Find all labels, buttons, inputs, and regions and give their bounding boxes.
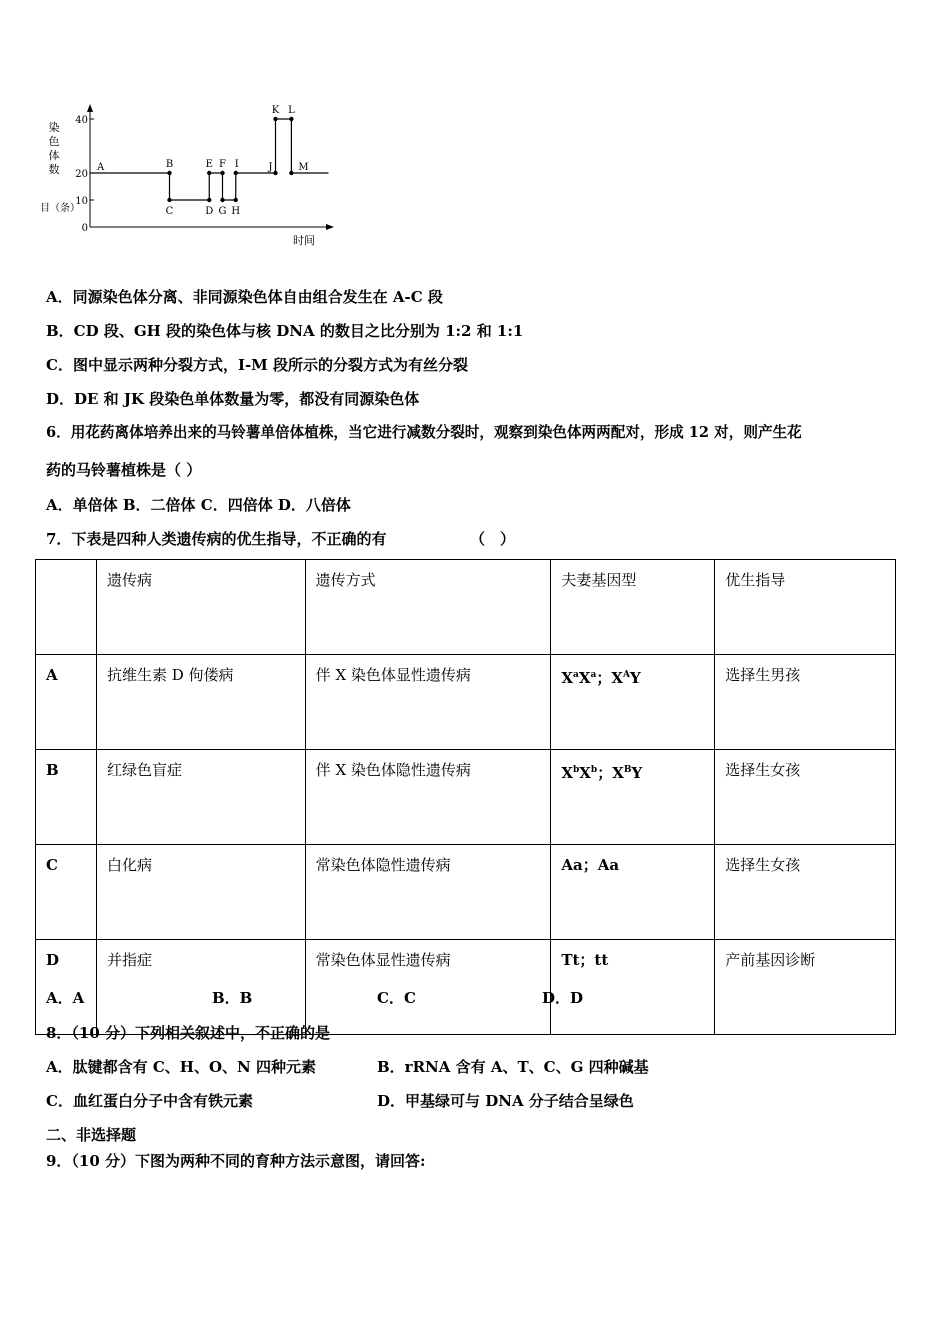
q6-options: A．单倍体 B．二倍体 C．四倍体 D．八倍体 [46, 496, 351, 514]
data-point [234, 198, 238, 202]
inheritance-mode: 伴 X 染色体显性遗传病 [305, 655, 551, 750]
point-label: D [205, 206, 214, 217]
inheritance-mode: 常染色体显性遗传病 [305, 940, 551, 1035]
x-axis-label: 时间 [293, 234, 315, 247]
point-label: M [298, 162, 309, 173]
q7-stem: 7．下表是四种人类遗传病的优生指导，不正确的有 [46, 530, 387, 548]
data-point [273, 171, 277, 175]
q7-answer-paren: （ ） [470, 530, 516, 548]
point-label: E [205, 159, 213, 170]
disease-name: 并指症 [96, 940, 305, 1035]
point-label: A [97, 162, 105, 173]
genetic-disease-table [35, 559, 896, 1035]
point-label: J [268, 162, 273, 173]
point-label: L [288, 105, 295, 116]
data-point [273, 117, 277, 121]
y-label-char: 数 [48, 163, 60, 176]
y-label-char: 体 [48, 149, 60, 162]
data-point [220, 198, 224, 202]
q7-option-b: B．B [212, 989, 253, 1007]
data-point [207, 198, 211, 202]
point-label: I [234, 159, 239, 170]
table-header-row [36, 560, 896, 655]
point-label: K [271, 105, 280, 116]
table-header-cell: 优生指导 [715, 560, 896, 655]
y-label-char: 色 [48, 135, 60, 148]
table-row [36, 845, 896, 940]
q8-option-a: A．肽键都含有 C、H、O、N 四种元素 [46, 1058, 316, 1076]
point-label: F [219, 159, 226, 170]
y-tick-label: 20 [75, 169, 88, 180]
q5-option-b: B．CD 段、GH 段的染色体与核 DNA 的数目之比分别为 1:2 和 1:1 [46, 322, 524, 340]
genotype: Aa；Aa [551, 845, 715, 940]
q7-option-c: C．C [377, 989, 416, 1007]
table-header-cell: 遗传病 [96, 560, 305, 655]
point-label: C [165, 206, 174, 217]
table-header-cell [36, 560, 97, 655]
point-label: B [165, 159, 174, 170]
data-point [207, 171, 211, 175]
chart-series [90, 105, 329, 217]
data-point [234, 171, 238, 175]
row-id: B [36, 750, 97, 845]
data-point [289, 117, 293, 121]
disease-name: 抗维生素 D 佝偻病 [96, 655, 305, 750]
inheritance-mode: 伴 X 染色体隐性遗传病 [305, 750, 551, 845]
q8-option-d: D．甲基绿可与 DNA 分子结合呈绿色 [377, 1092, 634, 1110]
genotype: $X^aX^a$；$X^AY$ [551, 655, 715, 750]
point-label: G [218, 206, 227, 217]
data-point [167, 171, 171, 175]
row-id: C [36, 845, 97, 940]
q5-option-c: C．图中显示两种分裂方式，I-M 段所示的分裂方式为有丝分裂 [46, 356, 469, 374]
section-title: 二、非选择题 [46, 1126, 137, 1144]
q8-option-b: B．rRNA 含有 A、T、C、G 四种碱基 [377, 1058, 649, 1076]
row-id: D [36, 940, 97, 1035]
chromosome-count-chart [40, 100, 340, 250]
y-label-unit: 目（条） [40, 203, 80, 214]
table-row [36, 750, 896, 845]
genotype: $X^bX^b$；$X^BY$ [551, 750, 715, 845]
y-axis-ticks [75, 115, 94, 234]
y-axis-label [40, 120, 80, 214]
genotype: Tt；tt [551, 940, 715, 1035]
y-tick-label: 40 [75, 115, 88, 126]
advice: 选择生女孩 [715, 845, 896, 940]
q8-stem: 8．（10 分）下列相关叙述中，不正确的是 [46, 1024, 331, 1042]
data-point [289, 171, 293, 175]
q8-option-c: C．血红蛋白分子中含有铁元素 [46, 1092, 253, 1110]
q6-stem-line1: 6．用花药离体培养出来的马铃薯单倍体植株，当它进行减数分裂时，观察到染色体两两配对，形成 12 对，则产生花 [46, 424, 802, 441]
q5-option-d: D．DE 和 JK 段染色单体数量为零，都没有同源染色体 [46, 390, 420, 408]
data-point [220, 171, 224, 175]
table-header-cell: 夫妻基因型 [551, 560, 715, 655]
q5-option-a: A．同源染色体分离、非同源染色体自由组合发生在 A-C 段 [46, 288, 443, 306]
q7-option-d: D．D [542, 989, 584, 1007]
table-header-cell: 遗传方式 [305, 560, 551, 655]
disease-name: 白化病 [96, 845, 305, 940]
y-tick-label: 10 [75, 196, 88, 207]
y-tick-label: 0 [81, 223, 88, 234]
disease-name: 红绿色盲症 [96, 750, 305, 845]
q7-option-a: A．A [46, 989, 85, 1007]
table-row [36, 655, 896, 750]
y-label-char: 染 [48, 121, 60, 134]
advice: 选择生男孩 [715, 655, 896, 750]
data-point [167, 198, 171, 202]
point-label: H [231, 206, 241, 217]
q9-stem: 9．（10 分）下图为两种不同的育种方法示意图，请回答: [46, 1152, 426, 1170]
advice: 选择生女孩 [715, 750, 896, 845]
q6-stem-line2: 药的马铃薯植株是（ ） [46, 461, 202, 479]
table-row [36, 940, 896, 1035]
row-id: A [36, 655, 97, 750]
inheritance-mode: 常染色体隐性遗传病 [305, 845, 551, 940]
advice: 产前基因诊断 [715, 940, 896, 1035]
